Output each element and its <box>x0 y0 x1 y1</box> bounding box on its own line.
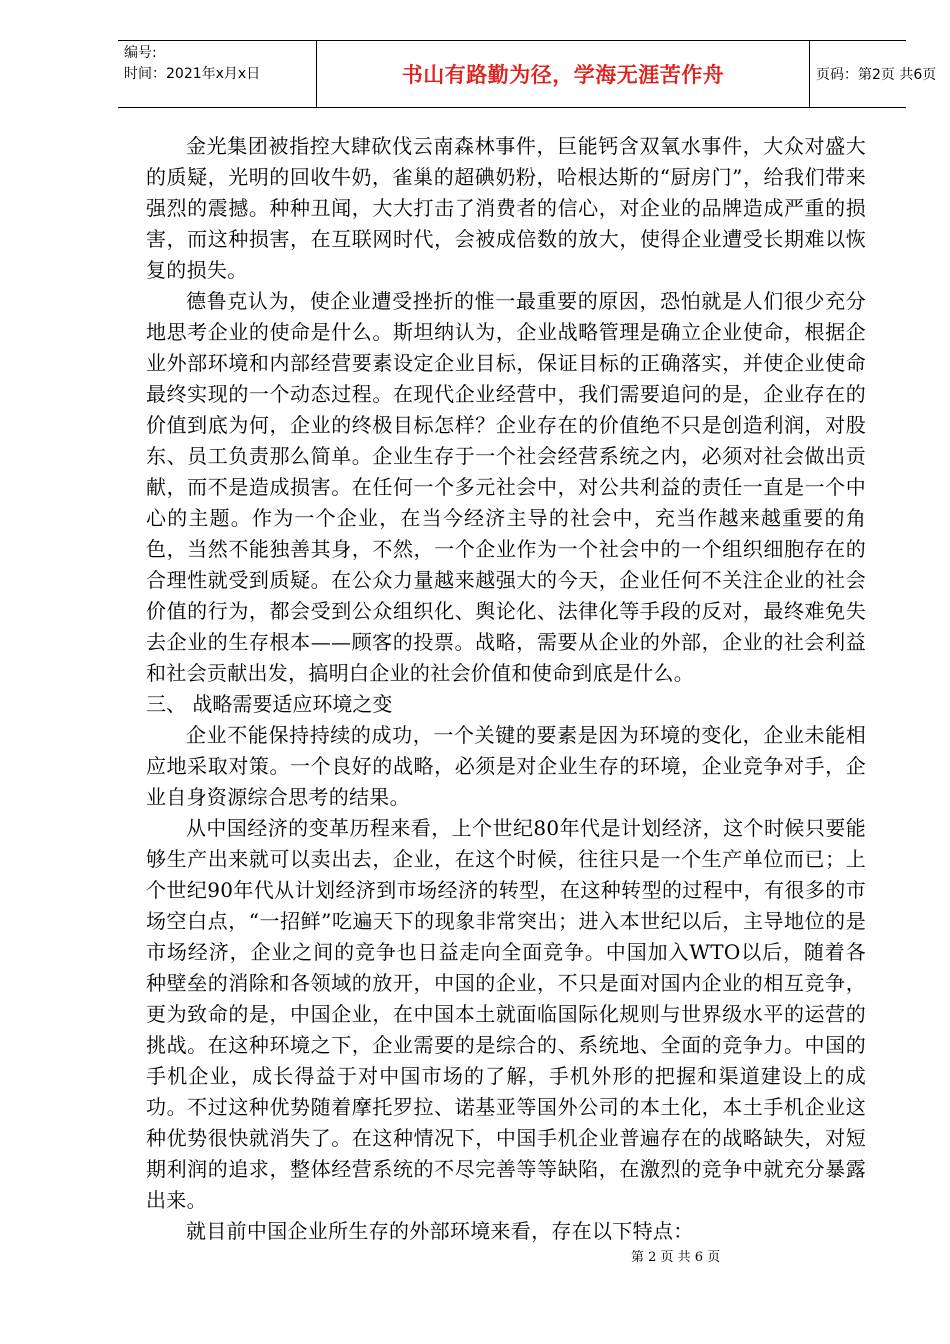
document-body <box>146 131 866 1247</box>
paragraph: 金光集团被指控大肆砍伐云南森林事件，巨能钙含双氧水事件，大众对盛大的质疑，光明的回收牛奶，雀巢的超碘奶粉，哈根达斯的“厨房门”，给我们带来强烈的震撼。种种丑闻，大大打击了消费者的信心，对企业的品牌造成严重的损害，而这种损害，在互联网时代，会被成倍数的放大，使得企业遭受长期难以恢复的损失。 <box>146 134 866 282</box>
page-header <box>118 40 937 108</box>
number-label: 编号: <box>124 45 157 61</box>
paragraph: 就目前中国企业所生存的外部环境来看，存在以下特点： <box>186 1219 694 1243</box>
paragraph: 从中国经济的变革历程来看，上个世纪80年代是计划经济，这个时候只要能够生产出来就可以卖出去，企业，在这个时候，往往只是一个生产单位而已；上个世纪90年代从计划经济到市场经济的转型，在这种转型的过程中，有很多的市场空白点，“一招鲜”吃遍天下的现象非常突出；进入本世纪以后，主导地位的是市场经济，企业之间的竞争也日益走向全面竞争。中国加入WTO以后，随着各种壁垒的消除和各领域的放开，中国的企业，不只是面对国内企业的相互竞争，更为致命的是，中国企业，在中国本土就面临国际化规则与世界级水平的运营的挑战。在这种环境之下，企业需要的是综合的、系统地、全面的竞争力。中国的手机企业，成长得益于对中国市场的了解，手机外形的把握和渠道建设上的成功。不过这种优势随着摩托罗拉、诺基亚等国外公司的本土化，本土手机企业这种优势很快就消失了。在这种情况下，中国手机企业普遍存在的战略缺失，对短期利润的追求，整体经营系统的不尽完善等等缺陷，在激烈的竞争中就充分暴露出来。 <box>146 816 866 1212</box>
footer-page-number: 第 2 页 共 6 页 <box>631 1250 721 1265</box>
time-label: 时间：2021年x月x日 <box>124 66 261 82</box>
paragraph: 企业不能保持持续的成功，一个关键的要素是因为环境的变化，企业未能相应地采取对策。一个良好的战略，必须是对企业生存的环境，企业竞争对手，企业自身资源综合思考的结果。 <box>146 723 866 809</box>
header-page-label: 页码：第2页 共6页 <box>816 67 937 83</box>
header-motto: 书山有路勤为径，学海无涯苦作舟 <box>401 63 725 87</box>
section-heading: 三、 战略需要适应环境之变 <box>146 692 393 716</box>
header-motto-cell <box>316 41 810 107</box>
header-meta <box>118 41 316 107</box>
paragraph: 德鲁克认为，使企业遭受挫折的惟一最重要的原因，恐怕就是人们很少充分地思考企业的使命是什么。斯坦纳认为，企业战略管理是确立企业使命，根据企业外部环境和内部经营要素设定企业目标，保证目标的正确落实，并使企业使命最终实现的一个动态过程。在现代企业经营中，我们需要追问的是，企业存在的价值到底为何，企业的终极目标怎样？企业存在的价值绝不只是创造利润，对股东、员工负责那么简单。企业生存于一个社会经营系统之内，必须对社会做出贡献，而不是造成损害。在任何一个多元社会中，对公共利益的责任一直是一个中心的主题。作为一个企业，在当今经济主导的社会中，充当作越来越重要的角色，当然不能独善其身，不然，一个企业作为一个社会中的一个组织细胞存在的合理性就受到质疑。在公众力量越来越强大的今天，企业任何不关注企业的社会价值的行为，都会受到公众组织化、舆论化、法律化等手段的反对，最终难免失去企业的生存根本——顾客的投票。战略，需要从企业的外部，企业的社会利益和社会贡献出发，搞明白企业的社会价值和使命到底是什么。 <box>146 289 866 685</box>
